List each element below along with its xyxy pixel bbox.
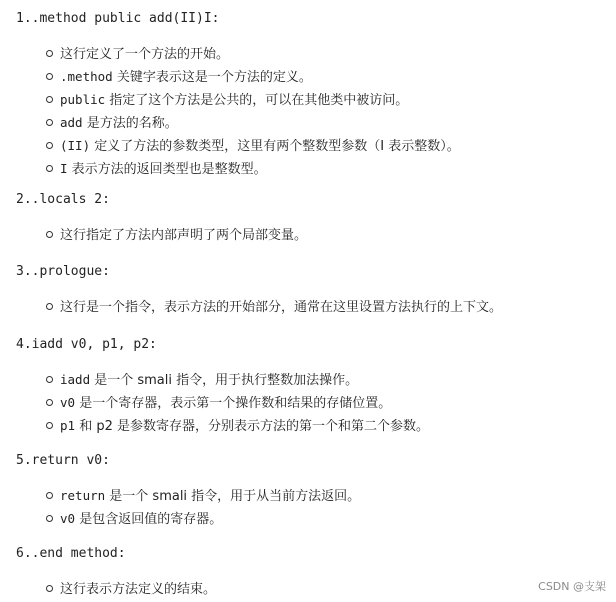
bullet-list [16, 223, 606, 246]
section-return [16, 452, 606, 530]
list-item [16, 391, 606, 414]
inline-code: public [60, 92, 106, 107]
bullet-list [16, 484, 606, 530]
item-text: 这行是一个指令，表示方法的开始部分，通常在这里设置方法执行的上下文。 [60, 300, 503, 315]
item-text: 是方法的名称。 [82, 116, 178, 131]
list-item [16, 111, 606, 134]
item-text: 是一个 smali 指令，用于从当前方法返回。 [105, 489, 361, 504]
inline-code: v0 [60, 395, 76, 410]
list-item [16, 65, 606, 88]
circle-bullet-icon [46, 231, 53, 238]
circle-bullet-icon [46, 492, 53, 499]
item-text: 这行表示方法定义的结束。 [60, 582, 217, 597]
list-item [16, 88, 606, 111]
list-item [16, 42, 606, 65]
list-item [16, 295, 606, 318]
section-iadd [16, 336, 606, 437]
circle-bullet-icon [46, 119, 53, 126]
section-heading: 6..end method: [16, 546, 126, 561]
list-item [16, 507, 606, 530]
item-text: 是一个 smali 指令，用于执行整数加法操作。 [90, 373, 359, 388]
inline-code: I [60, 161, 68, 176]
list-item [16, 134, 606, 157]
section-method [16, 10, 606, 180]
circle-bullet-icon [46, 376, 53, 383]
item-text: 是一个寄存器，表示第一个操作数和结果的存储位置。 [75, 396, 392, 411]
inline-code: v0 [60, 511, 76, 526]
list-item [16, 577, 606, 600]
circle-bullet-icon [46, 50, 53, 57]
list-item [16, 368, 606, 391]
section-prologue [16, 263, 606, 318]
list-item [16, 484, 606, 507]
item-text: 关键字表示这是一个方法的定义。 [112, 70, 312, 85]
section-heading: 1..method public add(II)I: [16, 11, 220, 26]
inline-code: p1 [60, 418, 76, 433]
inline-code: add [60, 115, 83, 130]
section-heading: 5.return v0: [16, 453, 110, 468]
bullet-list [16, 42, 606, 180]
circle-bullet-icon [46, 303, 53, 310]
section-heading: 4.iadd v0, p1, p2: [16, 337, 157, 352]
inline-code: .method [60, 69, 113, 84]
item-text: 定义了方法的参数类型，这里有两个整数型参数（I 表示整数）。 [90, 139, 460, 154]
list-item [16, 414, 606, 437]
circle-bullet-icon [46, 165, 53, 172]
item-text: 这行定义了一个方法的开始。 [60, 47, 230, 62]
section-heading: 2..locals 2: [16, 192, 110, 207]
bullet-list [16, 577, 606, 600]
item-text: 表示方法的返回类型也是整数型。 [67, 162, 267, 177]
list-item [16, 223, 606, 246]
circle-bullet-icon [46, 585, 53, 592]
inline-code: iadd [60, 372, 91, 387]
section-end-method [16, 545, 606, 600]
circle-bullet-icon [46, 515, 53, 522]
inline-code: return [60, 488, 106, 503]
circle-bullet-icon [46, 142, 53, 149]
bullet-list [16, 295, 606, 318]
circle-bullet-icon [46, 73, 53, 80]
section-locals [16, 191, 606, 246]
item-text: 这行指定了方法内部声明了两个局部变量。 [60, 228, 308, 243]
list-item [16, 157, 606, 180]
item-text: 是包含返回值的寄存器。 [75, 512, 223, 527]
inline-code: (II) [60, 138, 91, 153]
bullet-list [16, 368, 606, 437]
item-text: 和 p2 是参数寄存器，分别表示方法的第一个和第二个参数。 [75, 419, 429, 434]
watermark-text: CSDN @支架 [538, 580, 606, 593]
circle-bullet-icon [46, 96, 53, 103]
section-heading: 3..prologue: [16, 264, 110, 279]
item-text: 指定了这个方法是公共的，可以在其他类中被访问。 [105, 93, 409, 108]
circle-bullet-icon [46, 422, 53, 429]
circle-bullet-icon [46, 399, 53, 406]
